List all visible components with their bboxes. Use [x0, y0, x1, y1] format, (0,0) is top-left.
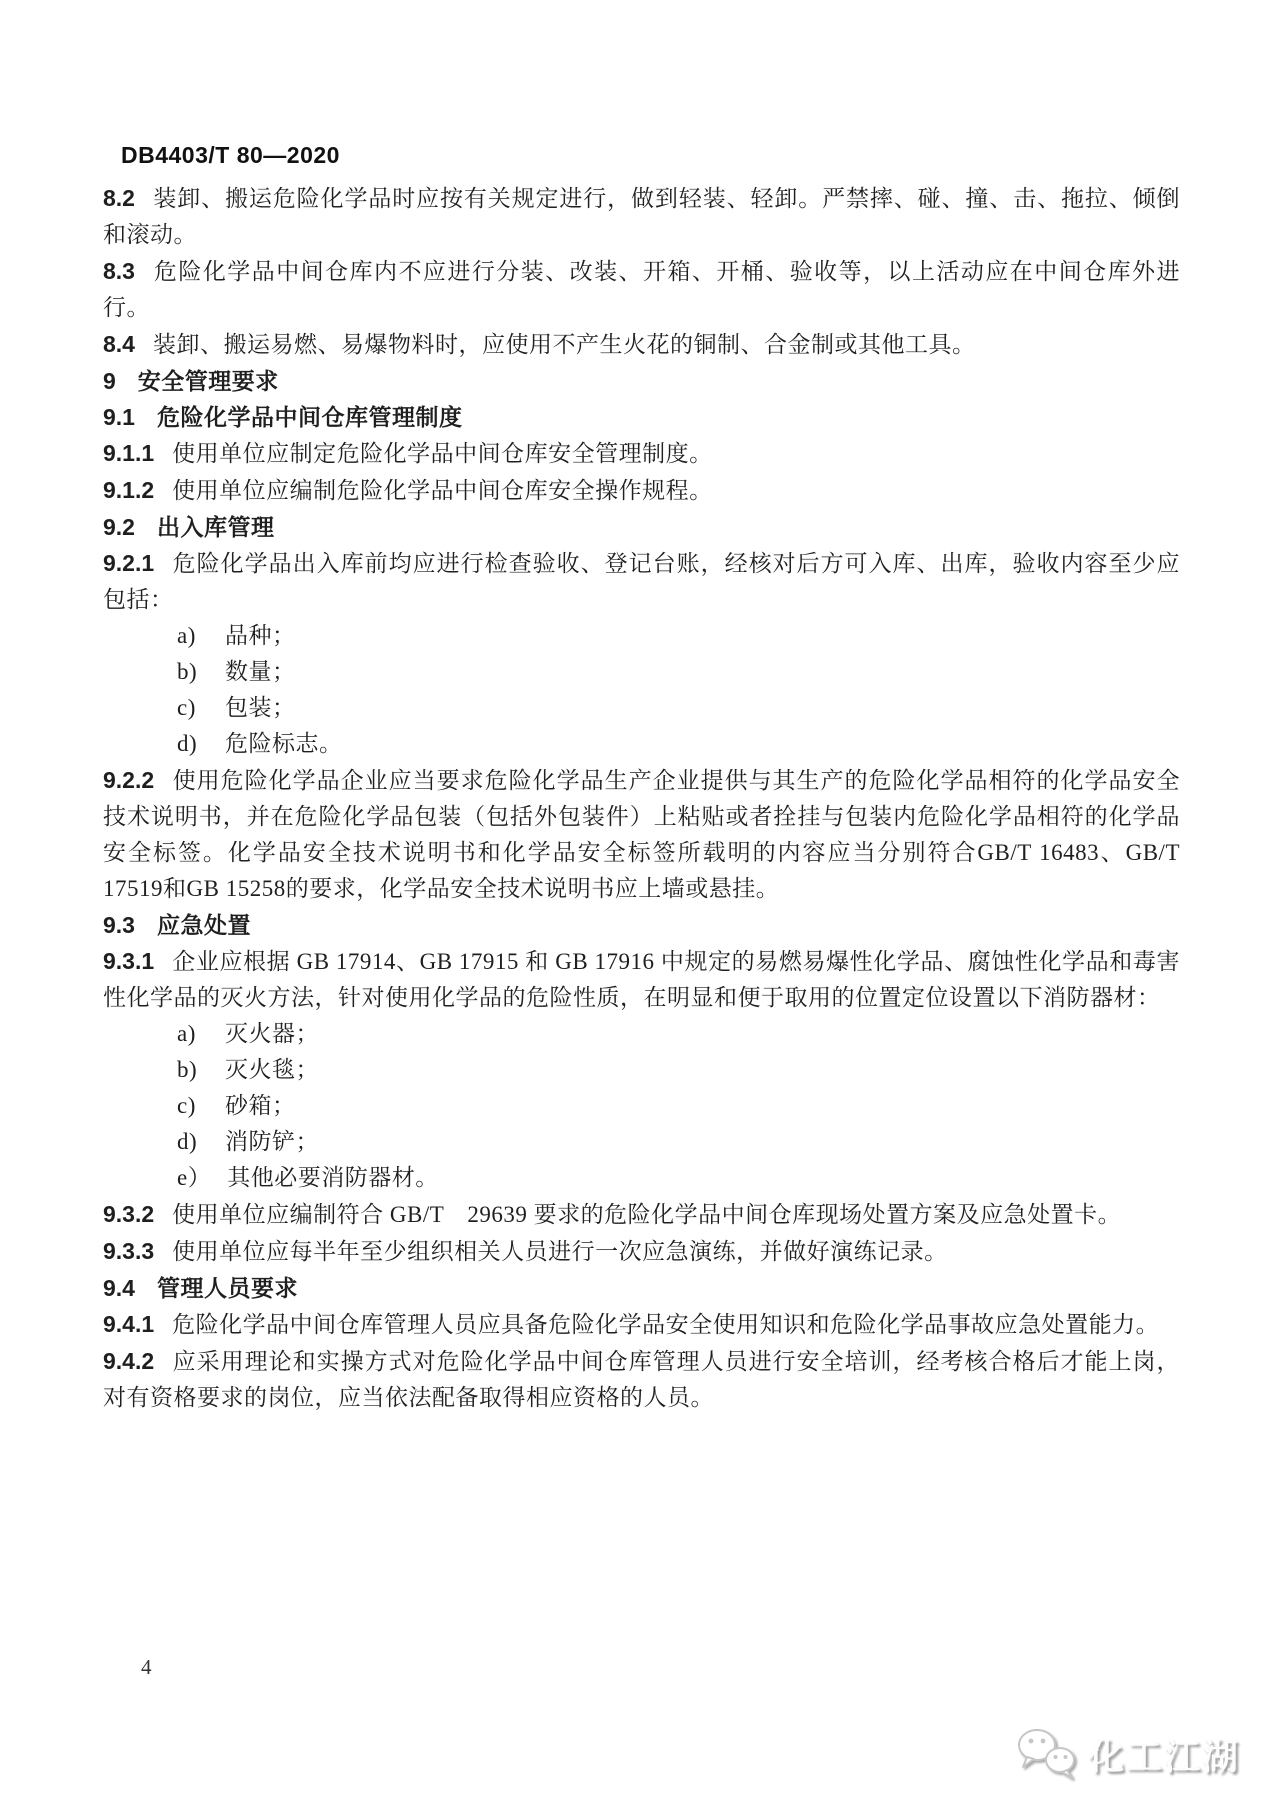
heading-9-3 — [103, 907, 1180, 943]
list-item-c — [103, 690, 1180, 726]
list-item-e — [103, 1160, 1180, 1196]
clause-9-2-2 — [103, 762, 1180, 907]
heading-title: 出入库管理 — [156, 514, 275, 540]
clause-number: 9.1.1 — [103, 440, 155, 466]
heading-title: 危险化学品中间仓库管理制度 — [156, 404, 463, 430]
clause-9-3-2 — [103, 1196, 1180, 1233]
clause-number: 8.3 — [103, 258, 135, 284]
list-marker: d) — [177, 731, 198, 756]
heading-number: 9 — [103, 368, 116, 394]
list-item-text: 数量； — [225, 659, 296, 684]
list-item-text: 危险标志。 — [225, 731, 343, 756]
list-item-a — [103, 1016, 1180, 1052]
clause-text: 危险化学品中间仓库内不应进行分装、改装、开箱、开桶、验收等，以上活动应在中间仓库外进行。 — [103, 259, 1180, 320]
list-item-b — [103, 1052, 1180, 1088]
list-marker: a) — [177, 1021, 196, 1046]
heading-number: 9.1 — [103, 404, 135, 430]
list-item-text: 灭火器； — [225, 1021, 319, 1046]
clause-text: 使用单位应编制危险化学品中间仓库安全操作规程。 — [172, 478, 713, 503]
clause-text: 使用单位应编制符合 GB/T 29639 要求的危险化学品中间仓库现场处置方案及应急处置卡。 — [172, 1202, 1122, 1227]
list-marker: c) — [177, 1093, 196, 1118]
list-9-2 — [103, 618, 1180, 762]
clause-8-4 — [103, 326, 1180, 363]
list-marker: a) — [177, 623, 196, 648]
list-item-d — [103, 726, 1180, 762]
clause-9-1-1 — [103, 435, 1180, 472]
clause-number: 9.1.2 — [103, 477, 155, 503]
clause-number: 9.2.2 — [103, 767, 155, 793]
heading-9-2 — [103, 509, 1180, 545]
list-item-text: 其他必要消防器材。 — [227, 1165, 439, 1190]
clause-text: 企业应根据 GB 17914、GB 17915 和 GB 17916 中规定的易燃易爆性化学品、腐蚀性化学品和毒害性化学品的灭火方法，针对使用化学品的危险性质，在明显和便于取用的位置定位设置以下消防器材： — [103, 949, 1180, 1010]
list-marker: b) — [177, 659, 198, 684]
clause-9-4-1 — [103, 1306, 1180, 1343]
clause-number: 9.3.3 — [103, 1238, 155, 1264]
clause-text: 使用单位应制定危险化学品中间仓库安全管理制度。 — [172, 441, 713, 466]
list-item-b — [103, 654, 1180, 690]
list-marker: c) — [177, 695, 196, 720]
list-marker: b) — [177, 1057, 198, 1082]
heading-number: 9.3 — [103, 912, 135, 938]
list-item-a — [103, 618, 1180, 654]
chat-bubbles-icon — [1016, 1728, 1078, 1780]
list-item-text: 灭火毯； — [225, 1057, 319, 1082]
list-item-d — [103, 1124, 1180, 1160]
clause-9-3-3 — [103, 1233, 1180, 1270]
heading-9 — [103, 363, 1180, 399]
clause-9-1-2 — [103, 472, 1180, 509]
clause-text: 危险化学品出入库前均应进行检查验收、登记台账，经核对后方可入库、出库，验收内容至少应包括： — [103, 551, 1180, 612]
clause-9-3-1 — [103, 943, 1180, 1016]
clause-8-2 — [103, 180, 1180, 253]
heading-title: 安全管理要求 — [137, 368, 279, 394]
clause-number: 9.2.1 — [103, 550, 155, 576]
clause-text: 使用单位应每半年至少组织相关人员进行一次应急演练，并做好演练记录。 — [172, 1239, 948, 1264]
list-marker: e） — [177, 1165, 212, 1190]
list-item-text: 品种； — [225, 623, 296, 648]
heading-title: 应急处置 — [156, 912, 251, 938]
clause-text: 装卸、搬运易燃、易爆物料时，应使用不产生火花的铜制、合金制或其他工具。 — [152, 332, 976, 357]
list-item-text: 消防铲； — [225, 1129, 319, 1154]
page-number: 4 — [141, 1655, 152, 1679]
clause-text: 危险化学品中间仓库管理人员应具备危险化学品安全使用知识和危险化学品事故应急处置能力。 — [172, 1312, 1160, 1337]
clause-number: 9.4.1 — [103, 1311, 155, 1337]
list-marker: d) — [177, 1129, 198, 1154]
heading-title: 管理人员要求 — [156, 1275, 298, 1301]
clause-text: 装卸、搬运危险化学品时应按有关规定进行，做到轻装、轻卸。严禁摔、碰、撞、击、拖拉、倾倒和滚动。 — [103, 186, 1180, 247]
watermark-logo — [1016, 1728, 1240, 1780]
heading-number: 9.4 — [103, 1275, 135, 1301]
watermark-label: 化工江湖 — [1087, 1735, 1240, 1777]
heading-number: 9.2 — [103, 514, 135, 540]
doc-code: DB4403/T 80—2020 — [121, 142, 340, 168]
clause-number: 9.3.1 — [103, 948, 155, 974]
heading-9-4 — [103, 1270, 1180, 1306]
clause-8-3 — [103, 253, 1180, 326]
list-9-3 — [103, 1016, 1180, 1196]
list-item-text: 砂箱； — [225, 1093, 296, 1118]
clause-9-2-1 — [103, 545, 1180, 618]
clause-text: 应采用理论和实操方式对危险化学品中间仓库管理人员进行安全培训，经考核合格后才能上岗，对有资格要求的岗位，应当依法配备取得相应资格的人员。 — [103, 1349, 1180, 1410]
list-item-text: 包装； — [225, 695, 296, 720]
clause-text: 使用危险化学品企业应当要求危险化学品生产企业提供与其生产的危险化学品相符的化学品安全技术说明书，并在危险化学品包装（包括外包装件）上粘贴或者拴挂与包装内危险化学品相符的化学品安全标签。化学品安全技术说明书和化学品安全标签所载明的内容应当分别符合GB/T 16483、GB/T 17519和GB 15258的要求，化学品安全技术说明书应上墙或悬挂。 — [103, 768, 1180, 901]
clause-number: 8.4 — [103, 331, 135, 357]
clause-number: 9.3.2 — [103, 1201, 155, 1227]
heading-9-1 — [103, 399, 1180, 435]
clause-9-4-2 — [103, 1343, 1180, 1416]
clause-number: 9.4.2 — [103, 1348, 155, 1374]
doc-body — [103, 180, 1180, 1416]
list-item-c — [103, 1088, 1180, 1124]
clause-number: 8.2 — [103, 185, 135, 211]
